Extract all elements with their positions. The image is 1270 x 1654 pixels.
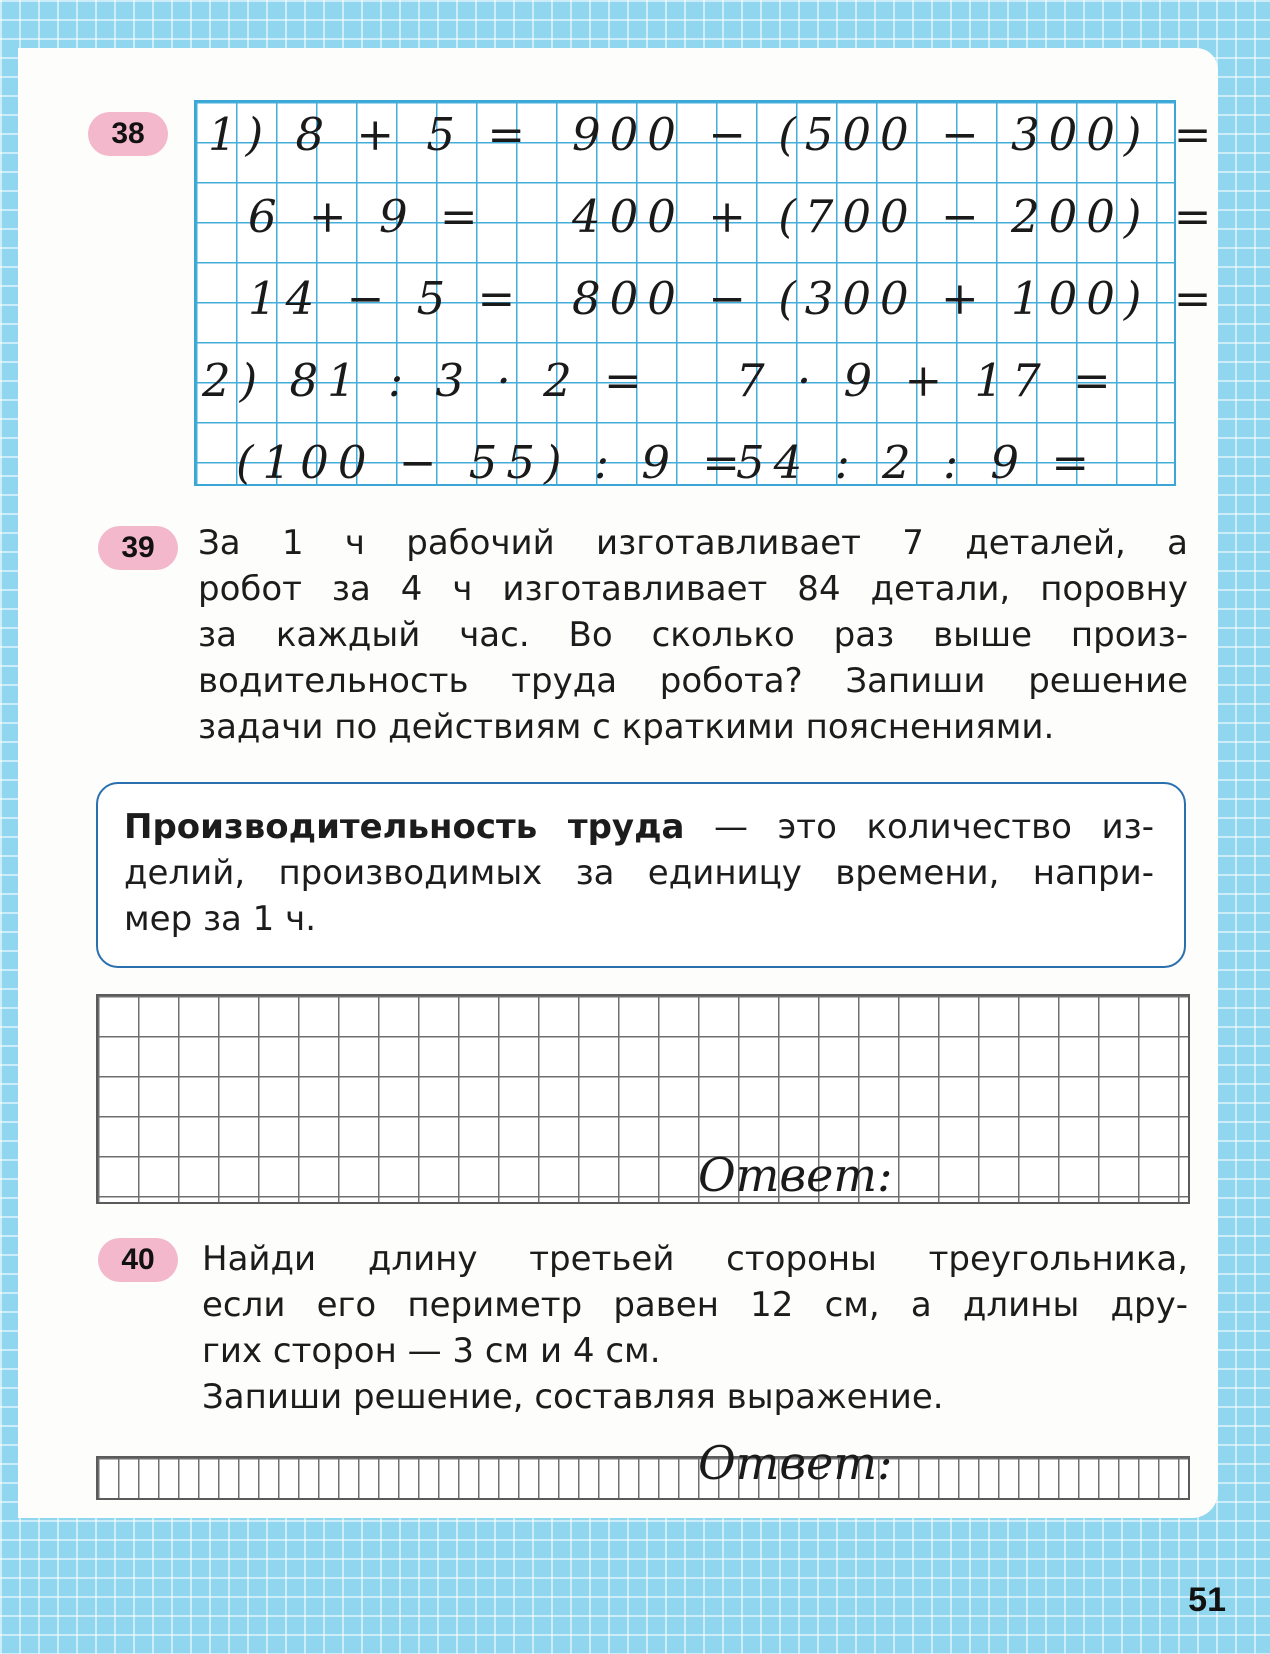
task40-answer-label: Ответ: [698, 1436, 893, 1490]
expr-left-2: 6 + 9 = [248, 190, 487, 243]
task40-answer-grid[interactable] [96, 1456, 1190, 1500]
task40-line: гих сторон — 3 см и 4 см. [202, 1331, 661, 1371]
task39-line: За 1 ч рабочий изготавливает 7 деталей, а [198, 523, 1188, 563]
expr-right-3: 800 − (300 + 100) = [572, 272, 1221, 325]
expr-right-1: 900 − (500 − 300) = [572, 108, 1221, 161]
expr-right-2: 400 + (700 − 200) = [572, 190, 1221, 243]
task40-line: Найди длину третьей стороны треугольника, [202, 1239, 1188, 1279]
task39-line: водительность труда робота? Запиши решение [198, 661, 1188, 701]
expr-right-4: 7 · 9 + 17 = [736, 354, 1120, 407]
task-badge-39 [98, 526, 178, 570]
expr-right-5: 54 : 2 : 9 = [736, 436, 1099, 489]
task39-line: задачи по действиям с краткими пояснениями. [198, 707, 1055, 747]
expr-left-1: 1) 8 + 5 = [208, 108, 535, 161]
definition-rest: — это количество из- [684, 807, 1154, 847]
expr-left-5: (100 − 55) : 9 = [236, 436, 749, 489]
definition-line-3: мер за 1 ч. [124, 899, 317, 939]
page-number: 51 [1188, 1581, 1226, 1619]
definition-text [124, 804, 1154, 942]
task40-text [202, 1236, 1188, 1420]
definition-line-2: делий, производимых за единицу времени, напри- [124, 853, 1154, 893]
definition-line-1 [124, 804, 1154, 850]
task39-answer-grid[interactable] [96, 994, 1190, 1204]
definition-term: Производительность труда [124, 807, 685, 847]
task39-line: за каждый час. Во сколько раз выше произ- [198, 615, 1188, 655]
task40-line: Запиши решение, составляя выражение. [202, 1377, 944, 1417]
task-number: 40 [121, 1243, 155, 1276]
task-badge-38 [88, 112, 168, 156]
task39-text [198, 520, 1188, 750]
task40-line: если его периметр равен 12 см, а длины дру- [202, 1285, 1188, 1325]
expr-left-3: 14 − 5 = [248, 272, 525, 325]
task39-answer-label: Ответ: [698, 1148, 893, 1202]
task-number: 39 [121, 531, 155, 564]
task-badge-40 [98, 1238, 178, 1282]
task39-line: робот за 4 ч изготавливает 84 детали, поровну [198, 569, 1188, 609]
task-number: 38 [111, 117, 145, 150]
definition-box [96, 782, 1186, 968]
expr-left-4: 2) 81 : 3 · 2 = [202, 354, 651, 407]
